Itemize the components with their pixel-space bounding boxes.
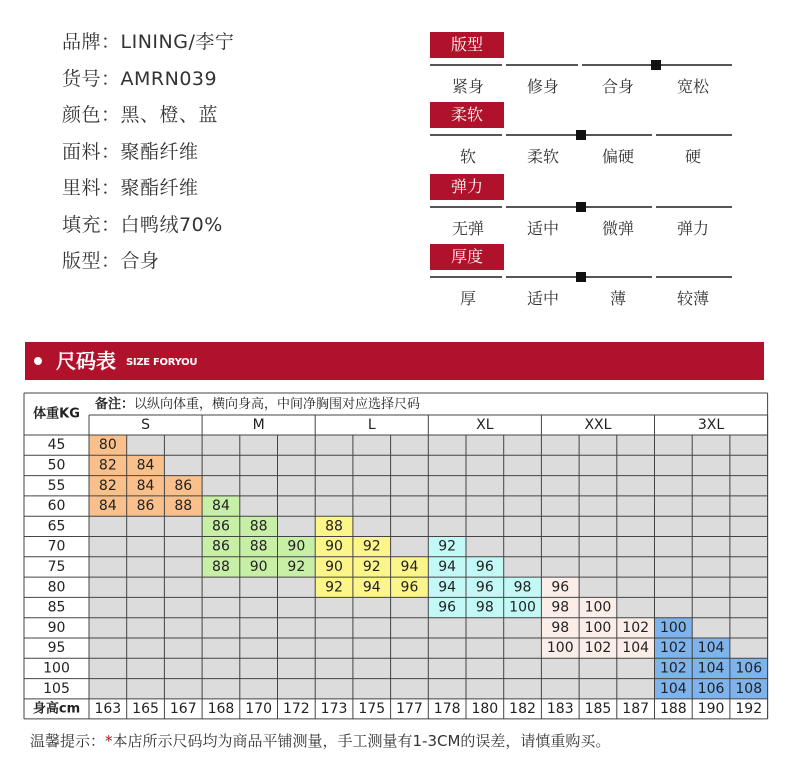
height-label: 187 [622, 700, 650, 717]
scale-option: 硬 [684, 147, 701, 166]
scale-option: 适中 [526, 289, 559, 308]
info-label: 品牌： [62, 31, 121, 53]
height-label: 180 [471, 700, 499, 717]
scale-option: 较薄 [676, 289, 709, 308]
scale-option: 软 [459, 147, 476, 166]
info-label: 货号： [62, 67, 121, 90]
chest-value: 96 [475, 579, 494, 596]
chest-value: 90 [325, 558, 343, 575]
weight-header: 体重KG [33, 406, 80, 422]
table-note: 备注：以纵向体重，横向身高，中间净胸围对应选择尺码 [95, 396, 421, 412]
height-label: 188 [659, 700, 687, 717]
scale-option: 宽松 [676, 77, 709, 96]
chest-value: 100 [546, 640, 574, 657]
chest-value: 100 [584, 619, 612, 636]
chest-value: 92 [325, 579, 343, 596]
chest-value: 96 [475, 558, 494, 575]
weight-label: 90 [47, 619, 66, 636]
weight-label: 100 [43, 660, 70, 677]
chest-value: 88 [249, 518, 268, 535]
footer-note [30, 730, 610, 751]
info-value: 聚酯纤维 [120, 140, 199, 163]
info-label: 面料： [62, 140, 121, 163]
chest-value: 104 [659, 680, 687, 697]
chest-value: 82 [98, 477, 117, 494]
weight-label: 55 [47, 477, 66, 494]
chest-value: 84 [212, 498, 230, 515]
size-label: L [367, 417, 376, 433]
chest-value: 92 [362, 558, 381, 575]
scale-option: 修身 [526, 77, 559, 96]
chest-value: 88 [325, 518, 343, 535]
height-header: 身高cm [32, 701, 81, 717]
chest-value: 88 [212, 558, 230, 575]
chest-value: 100 [584, 599, 612, 616]
chest-value: 92 [438, 538, 457, 555]
scale-option: 薄 [609, 289, 626, 308]
scale-option: 偏硬 [601, 147, 634, 166]
height-label: 177 [396, 700, 423, 717]
height-label: 178 [433, 700, 461, 717]
chest-value: 94 [438, 558, 457, 575]
height-label: 192 [735, 700, 763, 717]
chest-value: 88 [249, 538, 268, 555]
chest-value: 98 [551, 599, 570, 616]
scale-option: 紧身 [451, 77, 484, 96]
chest-value: 94 [362, 579, 381, 596]
footer-prefix: 温馨提示： [30, 732, 106, 750]
chest-value: 106 [735, 660, 763, 677]
scale-option: 弹力 [676, 219, 709, 238]
chest-value: 98 [475, 599, 494, 616]
height-label: 185 [584, 700, 612, 717]
chest-value: 92 [287, 558, 306, 575]
scale-option: 厚 [459, 289, 476, 308]
weight-label: 80 [47, 579, 66, 596]
chest-value: 94 [438, 579, 457, 596]
chest-value: 106 [697, 680, 725, 697]
info-value: 白鸭绒70% [120, 213, 223, 236]
height-label: 170 [245, 700, 273, 717]
chest-value: 86 [212, 538, 230, 555]
info-label: 填充： [62, 213, 121, 236]
weight-label: 85 [47, 599, 66, 616]
chest-value: 96 [400, 579, 419, 596]
chest-value: 82 [98, 457, 117, 474]
scale-option: 柔软 [526, 147, 559, 166]
info-value: 合身 [120, 250, 160, 272]
banner-title: 尺码表 [56, 349, 116, 373]
weight-label: 75 [47, 558, 66, 575]
height-label: 163 [94, 700, 122, 717]
chest-value: 84 [98, 498, 117, 515]
height-label: 168 [207, 700, 235, 717]
chest-value: 100 [659, 619, 687, 636]
height-label: 190 [697, 700, 725, 717]
chest-value: 92 [362, 538, 381, 555]
info-value: LINING/李宁 [120, 31, 235, 53]
chest-value: 100 [509, 599, 536, 616]
chest-value: 86 [212, 518, 230, 535]
chest-value: 80 [98, 437, 117, 454]
height-label: 175 [358, 700, 386, 717]
size-label: 3XL [697, 417, 725, 433]
height-label: 172 [282, 700, 310, 717]
chest-value: 102 [659, 660, 687, 677]
weight-label: 50 [47, 457, 66, 474]
chest-value: 98 [513, 579, 532, 596]
chest-value: 104 [697, 660, 725, 677]
attribute-name: 柔软 [430, 102, 504, 128]
chest-value: 90 [287, 538, 306, 555]
size-label: M [252, 417, 265, 433]
height-label: 167 [169, 700, 197, 717]
info-label: 颜色： [62, 104, 121, 126]
info-value: 黑、橙、蓝 [120, 104, 219, 126]
chest-value: 94 [400, 558, 419, 575]
height-label: 183 [546, 700, 574, 717]
attribute-name: 厚度 [430, 244, 504, 270]
attribute-name: 弹力 [430, 174, 504, 200]
info-value: AMRN039 [120, 67, 218, 90]
chest-value: 102 [659, 640, 687, 657]
weight-label: 65 [47, 518, 66, 535]
footer-star: * [105, 732, 113, 750]
chest-value: 102 [584, 640, 612, 657]
weight-label: 60 [47, 498, 66, 515]
chest-value: 90 [325, 538, 343, 555]
chest-value: 96 [438, 599, 457, 616]
chest-value: 86 [174, 477, 193, 494]
banner-subtitle: SIZE FORYOU [126, 357, 198, 368]
scale-option: 无弹 [451, 219, 484, 238]
scale-option: 适中 [526, 219, 559, 238]
weight-label: 105 [43, 680, 70, 697]
chest-value: 84 [136, 477, 155, 494]
height-label: 173 [320, 700, 348, 717]
height-label: 182 [509, 700, 536, 717]
weight-label: 95 [47, 640, 66, 657]
footer-text: 本店所示尺码均为商品平铺测量，手工测量有1-3CM的误差，请慎重购买。 [112, 732, 611, 750]
size-label: XL [476, 417, 494, 433]
info-label: 里料： [62, 177, 121, 199]
chest-value: 96 [551, 579, 570, 596]
weight-label: 45 [47, 437, 66, 454]
chest-value: 98 [551, 619, 570, 636]
chest-value: 88 [174, 498, 193, 515]
size-label: XXL [584, 417, 612, 433]
height-label: 165 [132, 700, 159, 717]
chest-value: 86 [136, 498, 155, 515]
chest-value: 104 [622, 640, 650, 657]
info-value: 聚酯纤维 [120, 177, 199, 199]
scale-option: 微弹 [601, 219, 634, 238]
size-label: S [141, 417, 150, 433]
info-label: 版型： [62, 250, 121, 272]
chest-value: 102 [622, 619, 650, 636]
chest-value: 108 [735, 680, 763, 697]
attribute-name: 版型 [430, 32, 504, 58]
chest-value: 90 [249, 558, 268, 575]
scale-option: 合身 [601, 77, 634, 96]
weight-label: 70 [47, 538, 66, 555]
chest-value: 104 [697, 640, 725, 657]
chest-value: 84 [136, 457, 155, 474]
